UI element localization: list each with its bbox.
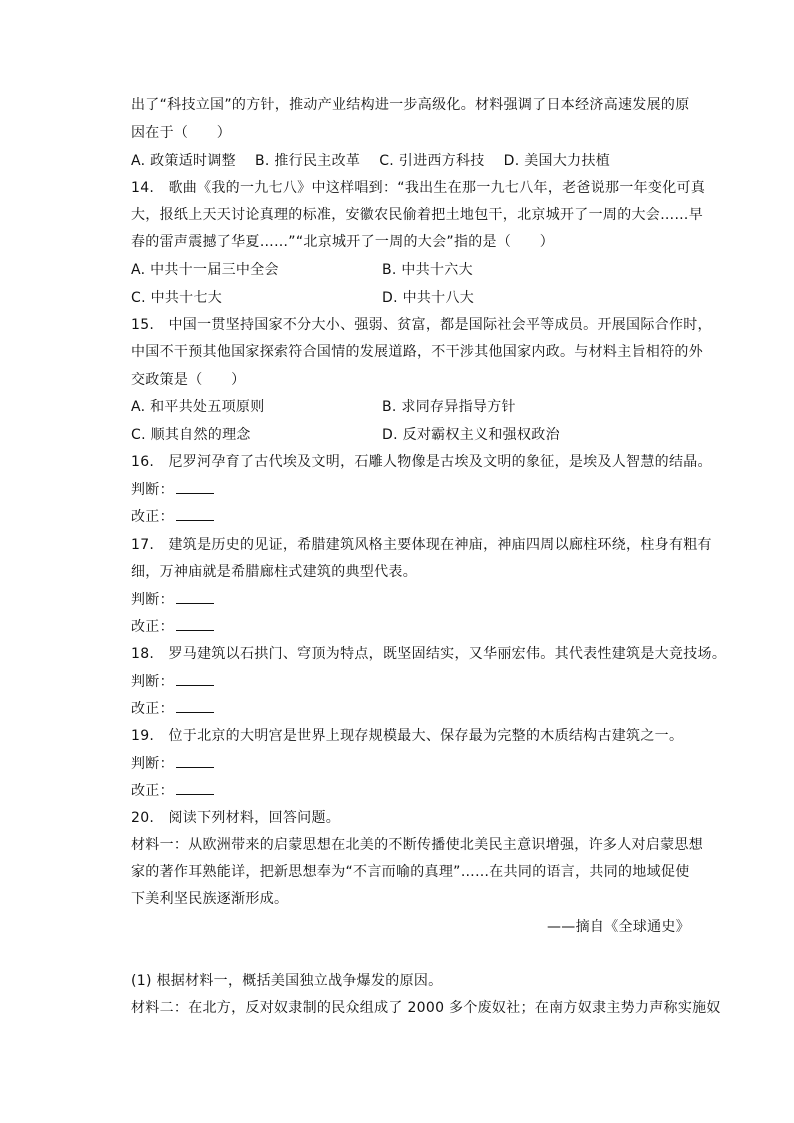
judge-label: 判断： [131,756,174,772]
material-two: 材料二：在北方，反对奴隶制的民众组成了 2000 多个废奴社；在南方奴隶主势力声称实施奴 [131,1000,721,1016]
q15-option-b: B. 求同存异指导方针 [382,399,516,415]
q15-option-a: A. 和平共处五项原则 [131,399,265,415]
text-line: 出了“科技立国”的方针，推动产业结构进一步高级化。材料强调了日本经济高速发展的原 [131,97,690,113]
correct-line [131,508,214,526]
q14-option-d: D. 中共十八大 [382,290,475,306]
q19-stem: 19. 位于北京的大明宫是世界上现存规模最大、保存最为完整的木质结构古建筑之一。 [131,728,684,744]
q18-stem: 18. 罗马建筑以石拱门、穹顶为特点，既坚固结实，又华丽宏伟。其代表性建筑是大竞技场。 [131,646,727,662]
answer-blank[interactable] [176,700,214,713]
material-one: 下美利坚民族逐渐形成。 [131,891,289,907]
judge-label: 判断： [131,674,174,690]
q15-option-d: D. 反对霸权主义和强权政治 [382,427,560,443]
q14-stem: 大，报纸上天天讨论真理的标准，安徽农民偷着把土地包干，北京城开了一周的大会……早 [131,207,703,223]
material-source: ——摘自《全球通史》 [547,919,690,935]
answer-blank[interactable] [176,618,214,631]
q20-stem: 20. 阅读下列材料，回答问题。 [131,810,341,826]
q14-stem: 14. 歌曲《我的一九七八》中这样唱到：“我出生在那一九七八年，老爸说那一年变化可真 [131,180,706,196]
q14-stem: 春的雷声震撼了华夏……”“北京城开了一周的大会”指的是（ ） [131,234,555,250]
correct-line [131,700,214,718]
q16-stem: 16. 尼罗河孕育了古代埃及文明，石雕人物像是古埃及文明的象征，是埃及人智慧的结晶。 [131,454,712,470]
q15-option-c: C. 顺其自然的理念 [131,427,251,443]
answer-blank[interactable] [176,673,214,686]
material-one: 材料一：从欧洲带来的启蒙思想在北美的不断传播使北美民主意识增强，许多人对启蒙思想 [131,837,703,853]
judge-label: 判断： [131,482,174,498]
correct-line [131,782,214,800]
q15-stem: 交政策是（ ） [131,372,246,388]
answer-blank[interactable] [176,508,214,521]
q17-stem: 17. 建筑是历史的见证，希腊建筑风格主要体现在神庙，神庙四周以廊柱环绕，柱身有粗有 [131,537,712,553]
text-line: 因在于（ ） [131,125,232,141]
material-one: 家的著作耳熟能详，把新思想奉为“不言而喻的真理”……在共同的语言，共同的地域促使 [131,864,690,880]
judge-line [131,591,214,609]
judge-label: 判断： [131,592,174,608]
q14-option-b: B. 中共十六大 [382,262,473,278]
q15-stem: 15. 中国一贯坚持国家不分大小、强弱、贫富，都是国际社会平等成员。开展国际合作时， [131,317,712,333]
answer-blank[interactable] [176,782,214,795]
q14-option-c: C. 中共十七大 [131,290,223,306]
q14-option-a: A. 中共十一届三中全会 [131,262,279,278]
q20-sub-1: (1) 根据材料一，概括美国独立战争爆发的原因。 [131,973,443,989]
judge-line [131,481,214,499]
q15-stem: 中国不干预其他国家探索符合国情的发展道路，不干涉其他国家内政。与材料主旨相符的外 [131,344,703,360]
correct-line [131,618,214,636]
correct-label: 改正： [131,509,174,525]
correct-label: 改正： [131,619,174,635]
answer-blank[interactable] [176,755,214,768]
q13-options: A. 政策适时调整 B. 推行民主改革 C. 引进西方科技 D. 美国大力扶植 [131,153,611,169]
answer-blank[interactable] [176,591,214,604]
judge-line [131,755,214,773]
correct-label: 改正： [131,701,174,717]
q17-stem: 细，万神庙就是希腊廊柱式建筑的典型代表。 [131,564,417,580]
judge-line [131,673,214,691]
correct-label: 改正： [131,783,174,799]
answer-blank[interactable] [176,481,214,494]
